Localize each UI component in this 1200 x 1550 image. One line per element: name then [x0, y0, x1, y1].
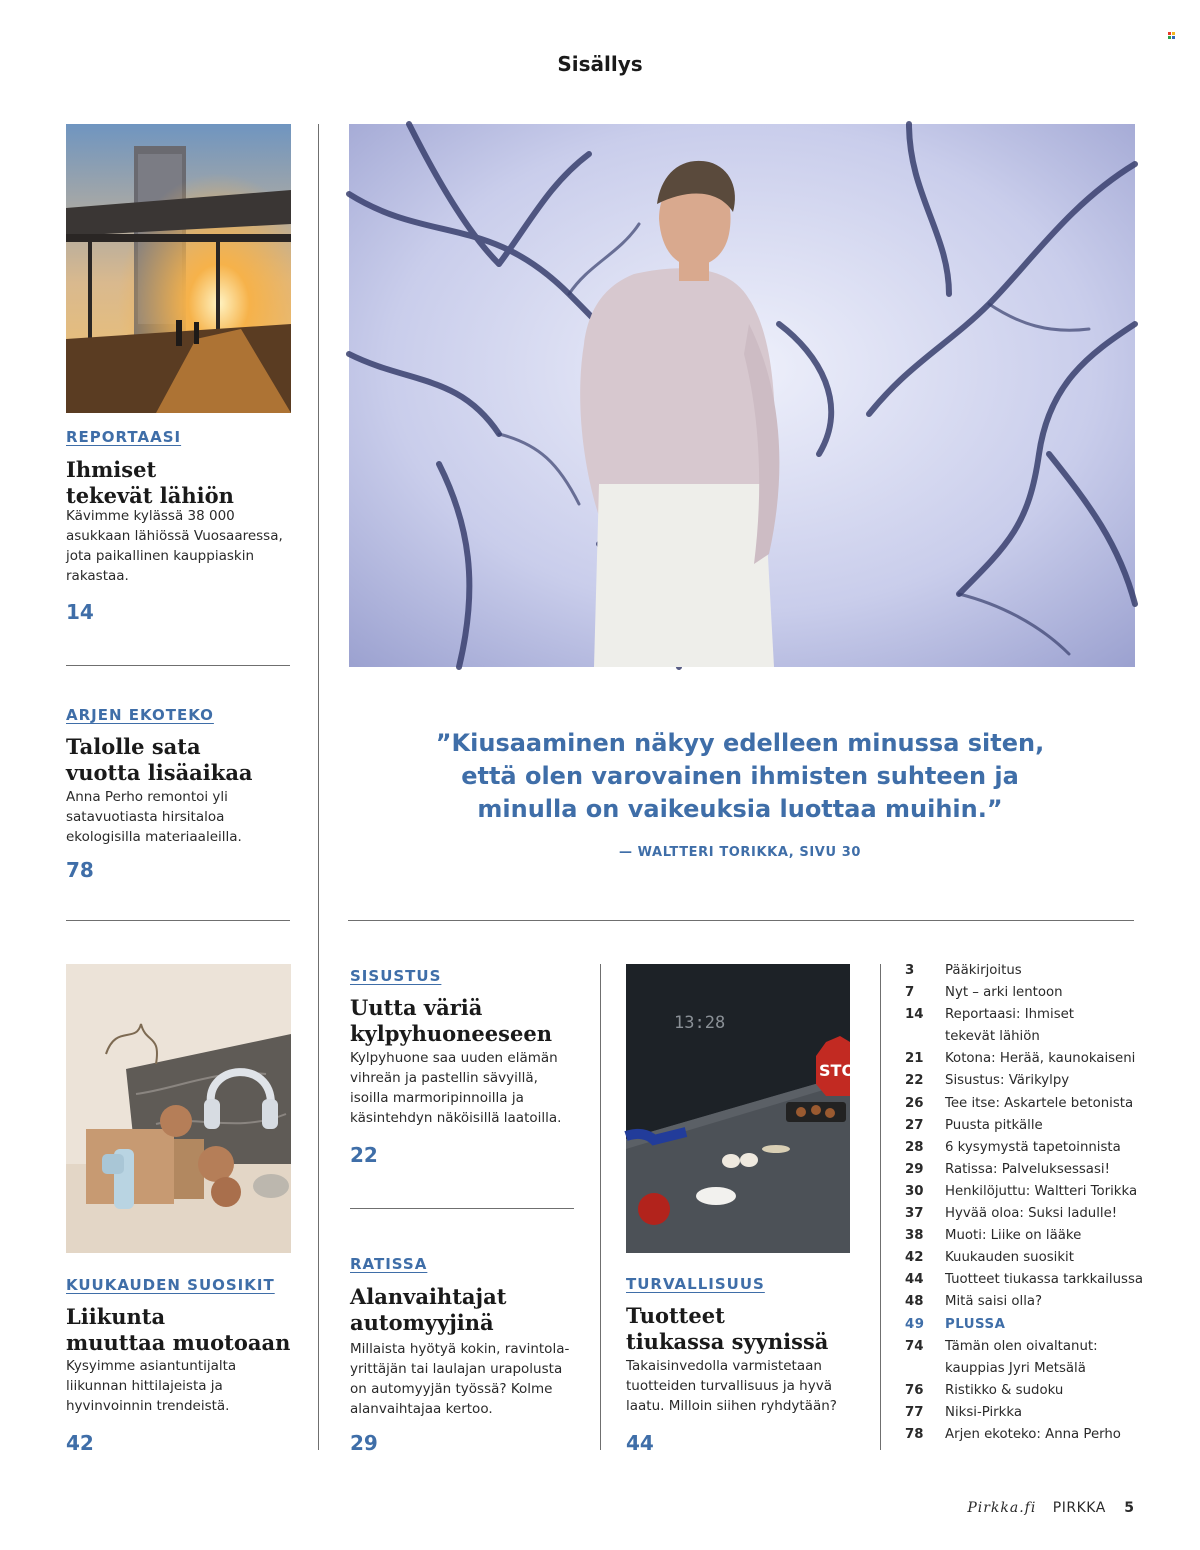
toc-title: Muoti: Liike on lääke	[945, 1228, 1082, 1244]
teaser-line: on automyyjän työssä? Kolme	[350, 1381, 553, 1397]
headline-line: Liikunta	[66, 1304, 166, 1329]
headline-line: automyyjinä	[350, 1310, 494, 1335]
toc-item[interactable]	[905, 1358, 1155, 1380]
toc-page-number: 48	[905, 1294, 924, 1310]
teaser-line: jota paikallinen kauppiaskin	[66, 548, 255, 564]
ratissa-page-number[interactable]: 29	[350, 1431, 378, 1455]
toc-title: Tee itse: Askartele betonista	[945, 1095, 1134, 1111]
lab-clock-display: 13:28	[674, 1013, 726, 1033]
toc-title: Sisustus: Värikylpy	[945, 1073, 1070, 1089]
suosikit-photo[interactable]	[66, 964, 291, 1253]
reportaasi-kicker[interactable]: REPORTAASI	[66, 428, 182, 446]
quote-line: että olen varovainen ihmisten suhteen ja	[461, 762, 1019, 790]
toc-item[interactable]	[905, 1181, 1155, 1203]
toc-page-number: 3	[905, 963, 915, 978]
divider	[66, 920, 290, 921]
toc-page-number: 14	[905, 1007, 924, 1023]
headline-line: muuttaa muotoaan	[66, 1330, 291, 1355]
toc-page-number: 44	[905, 1272, 924, 1288]
footer-page-number: 5	[1124, 1500, 1134, 1516]
suosikit-page-number[interactable]: 42	[66, 1431, 94, 1455]
toc-title: Tämän olen oivaltanut:	[945, 1338, 1098, 1354]
teaser-line: liikunnan hittilajeista ja	[66, 1378, 223, 1394]
toc-title: Henkilöjuttu: Waltteri Torikka	[945, 1183, 1138, 1199]
sisustus-page-number[interactable]: 22	[350, 1143, 378, 1167]
toc-item[interactable]	[905, 1093, 1155, 1115]
ekoteko-page-number[interactable]: 78	[66, 858, 94, 882]
quote-attribution[interactable]: — WALTTERI TORIKKA, SIVU 30	[618, 845, 862, 860]
divider	[350, 1208, 574, 1209]
toc-item[interactable]	[905, 1137, 1155, 1159]
teaser-line: laatu. Milloin siihen ryhdytään?	[626, 1398, 837, 1414]
sisustus-kicker[interactable]: SISUSTUS	[350, 967, 442, 985]
teaser-line: Millaista hyötyä kokin, ravintola-	[350, 1341, 570, 1357]
toc-item[interactable]	[905, 1402, 1155, 1424]
toc-item[interactable]	[905, 1269, 1155, 1291]
teaser-line: isoilla marmoripinnoilla ja	[350, 1090, 524, 1106]
teaser-line: Kysyimme asiantuntijalta	[66, 1358, 237, 1374]
color-dots-icon	[1168, 32, 1175, 39]
toc-title: Kotona: Herää, kaunokaiseni	[945, 1051, 1136, 1067]
footer-magazine-name: PIRKKA	[1052, 1500, 1106, 1516]
headline-line: Talolle sata	[66, 734, 201, 759]
toc-title: Kuukauden suosikit	[945, 1250, 1074, 1266]
toc-item[interactable]	[905, 1291, 1155, 1313]
teaser-line: alanvaihtajaa kertoo.	[350, 1401, 493, 1417]
headline-line: tekevät lähiön	[66, 483, 234, 508]
teaser-line: satavuotiasta hirsitaloa	[66, 809, 225, 825]
headline-line: kylpyhuoneeseen	[350, 1021, 552, 1046]
toc-list	[905, 960, 1155, 1446]
toc-item[interactable]	[905, 1070, 1155, 1092]
teaser-line: asukkaan lähiössä Vuosaaressa,	[66, 528, 283, 544]
teaser-line: rakastaa.	[66, 568, 129, 584]
toc-page-number: 49	[905, 1316, 925, 1332]
headline-line: Ihmiset	[66, 457, 157, 482]
toc-page-number: 77	[905, 1404, 924, 1420]
ratissa-headline[interactable]	[350, 1284, 506, 1336]
turvallisuus-kicker[interactable]: TURVALLISUUS	[626, 1275, 765, 1293]
divider	[66, 665, 290, 666]
toc-title: Ristikko & sudoku	[945, 1382, 1064, 1398]
turvallisuus-photo[interactable]	[626, 964, 856, 1253]
teaser-line: hyvinvoinnin trendeistä.	[66, 1398, 230, 1414]
reportaasi-headline[interactable]	[66, 457, 234, 509]
ratissa-kicker[interactable]: RATISSA	[350, 1255, 428, 1273]
toc-title: PLUSSA	[945, 1316, 1006, 1332]
toc-title: Ratissa: Palveluksessasi!	[945, 1161, 1110, 1177]
toc-page-number: 7	[905, 985, 915, 1001]
column-divider	[600, 964, 601, 1450]
teaser-line: Kylpyhuone saa uuden elämän	[350, 1050, 558, 1066]
toc-title: Mitä saisi olla?	[945, 1294, 1043, 1310]
toc-item[interactable]	[905, 960, 1155, 982]
toc-item[interactable]	[905, 1380, 1155, 1402]
headline-line: Tuotteet	[626, 1303, 725, 1328]
toc-page-number: 21	[905, 1051, 924, 1067]
teaser-line: ekologisilla materiaaleilla.	[66, 829, 242, 845]
turvallisuus-page-number[interactable]: 44	[626, 1431, 654, 1455]
toc-page-number: 27	[905, 1117, 924, 1133]
headline-line: vuotta lisäaikaa	[66, 760, 253, 785]
teaser-line: käsintehdyn näköisillä laatoilla.	[350, 1110, 562, 1126]
teaser-line: tuotteiden turvallisuus ja hyvä	[626, 1378, 832, 1394]
pull-quote	[400, 727, 1080, 826]
toc-page-number: 42	[905, 1250, 924, 1266]
toc-item[interactable]	[905, 982, 1155, 1004]
toc-title: kauppias Jyri Metsälä	[945, 1360, 1086, 1376]
toc-title: tekevät lähiön	[945, 1029, 1040, 1045]
toc-item[interactable]	[905, 1159, 1155, 1181]
ekoteko-kicker[interactable]: ARJEN EKOTEKO	[66, 706, 214, 724]
toc-item[interactable]	[905, 1336, 1155, 1358]
page-title: Sisällys	[557, 52, 643, 76]
reportaasi-teaser	[66, 506, 283, 586]
toc-title: Nyt – arki lentoon	[945, 985, 1063, 1001]
divider	[348, 920, 1134, 921]
teaser-line: Kävimme kylässä 38 000	[66, 508, 235, 524]
toc-item[interactable]	[905, 1004, 1155, 1026]
toc-item[interactable]	[905, 1048, 1155, 1070]
teaser-line: vihreän ja pastellin sävyillä,	[350, 1070, 538, 1086]
toc-title: 6 kysymystä tapetoinnista	[945, 1139, 1121, 1155]
sisustus-headline[interactable]	[350, 995, 552, 1047]
teaser-line: Anna Perho remontoi yli	[66, 789, 228, 805]
headline-line: Alanvaihtajat	[350, 1284, 507, 1309]
toc-item[interactable]	[905, 1424, 1155, 1446]
page-footer	[967, 1500, 1134, 1516]
toc-page-number: 30	[905, 1183, 924, 1199]
suosikit-kicker[interactable]: KUUKAUDEN SUOSIKIT	[66, 1276, 275, 1294]
toc-title: Hyvää oloa: Suksi ladulle!	[945, 1206, 1118, 1222]
quote-line: ”Kiusaaminen näkyy edelleen minussa siten,	[435, 729, 1045, 757]
headline-line: tiukassa syynissä	[626, 1329, 829, 1354]
column-divider	[880, 964, 881, 1450]
toc-title: Tuotteet tiukassa tarkkailussa	[945, 1272, 1144, 1288]
ekoteko-teaser	[66, 787, 242, 847]
toc-page-number: 29	[905, 1161, 924, 1177]
toc-title: Puusta pitkälle	[945, 1117, 1043, 1133]
quote-line: minulla on vaikeuksia luottaa muihin.”	[477, 795, 1003, 823]
toc-title: Arjen ekoteko: Anna Perho	[945, 1426, 1121, 1442]
toc-item[interactable]	[905, 1225, 1155, 1247]
teaser-line: yrittäjän tai laulajan urapolusta	[350, 1361, 563, 1377]
toc-item[interactable]	[905, 1026, 1155, 1048]
toc-item[interactable]	[905, 1247, 1155, 1269]
turvallisuus-headline[interactable]	[626, 1303, 828, 1355]
toc-item[interactable]	[905, 1115, 1155, 1137]
toc-page-number: 37	[905, 1206, 924, 1222]
teaser-line: Takaisinvedolla varmistetaan	[626, 1358, 822, 1374]
toc-title: Pääkirjoitus	[945, 963, 1022, 978]
stop-sign-text: STO	[819, 1061, 856, 1080]
ratissa-teaser	[350, 1339, 569, 1419]
reportaasi-photo[interactable]	[66, 124, 291, 413]
headline-line: Uutta väriä	[350, 995, 483, 1020]
toc-page-number: 78	[905, 1426, 924, 1442]
toc-title: Niksi-Pirkka	[945, 1404, 1022, 1420]
footer-site-link[interactable]: Pirkka.fi	[967, 1500, 1037, 1516]
suosikit-teaser	[66, 1356, 236, 1416]
toc-page-number: 74	[905, 1338, 924, 1354]
reportaasi-page-number[interactable]: 14	[66, 600, 94, 624]
toc-page-number: 22	[905, 1073, 924, 1089]
toc-item[interactable]	[905, 1314, 1155, 1336]
toc-page-number: 28	[905, 1139, 924, 1155]
toc-page-number: 38	[905, 1228, 924, 1244]
toc-title: Reportaasi: Ihmiset	[945, 1007, 1075, 1023]
toc-page-number: 26	[905, 1095, 924, 1111]
toc-page-number: 76	[905, 1382, 924, 1398]
sisustus-teaser	[350, 1048, 561, 1128]
turvallisuus-teaser	[626, 1356, 837, 1416]
suosikit-headline[interactable]	[66, 1304, 290, 1356]
toc-item[interactable]	[905, 1203, 1155, 1225]
column-divider	[318, 124, 319, 1450]
ekoteko-headline[interactable]	[66, 734, 253, 786]
hero-portrait-photo[interactable]	[349, 124, 1135, 667]
